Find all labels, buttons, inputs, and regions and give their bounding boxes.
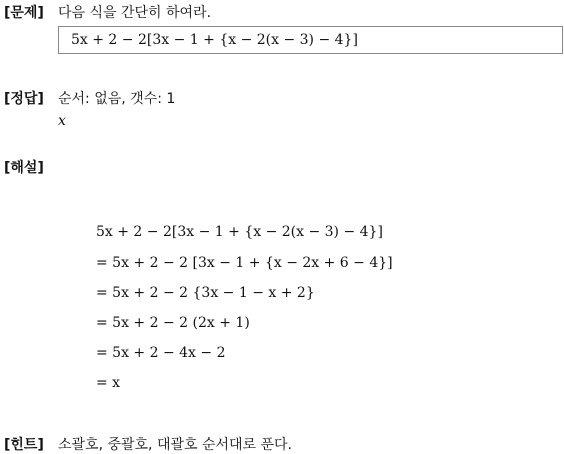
problem-expression-box [58,26,563,54]
hint-tag: [힌트] [4,437,44,453]
solution-tag: [해설] [4,160,44,176]
solution-step: 5x + 2 − 2[3x − 1 + {x − 2(x − 3) − 4}] [96,224,383,240]
problem-tag: [문제] [4,5,44,21]
hint-text: 소괄호, 중괄호, 대괄호 순서대로 푼다. [58,437,293,453]
answer-tag: [정답] [4,91,44,107]
solution-step: = 5x + 2 − 2 {3x − 1 − x + 2} [96,285,315,301]
answer-value: x [58,113,66,129]
answer-meta: 순서: 없음, 갯수: 1 [58,91,176,107]
solution-step: = 5x + 2 − 2 (2x + 1) [96,315,250,331]
solution-step: = 5x + 2 − 2 [3x − 1 + {x − 2x + 6 − 4}] [96,255,393,271]
solution-step: = x [96,375,121,391]
problem-text: 다음 식을 간단히 하여라. [58,5,212,21]
problem-expression: 5x + 2 − 2[3x − 1 + {x − 2(x − 3) − 4}] [71,32,358,48]
solution-step: = 5x + 2 − 4x − 2 [96,345,226,361]
